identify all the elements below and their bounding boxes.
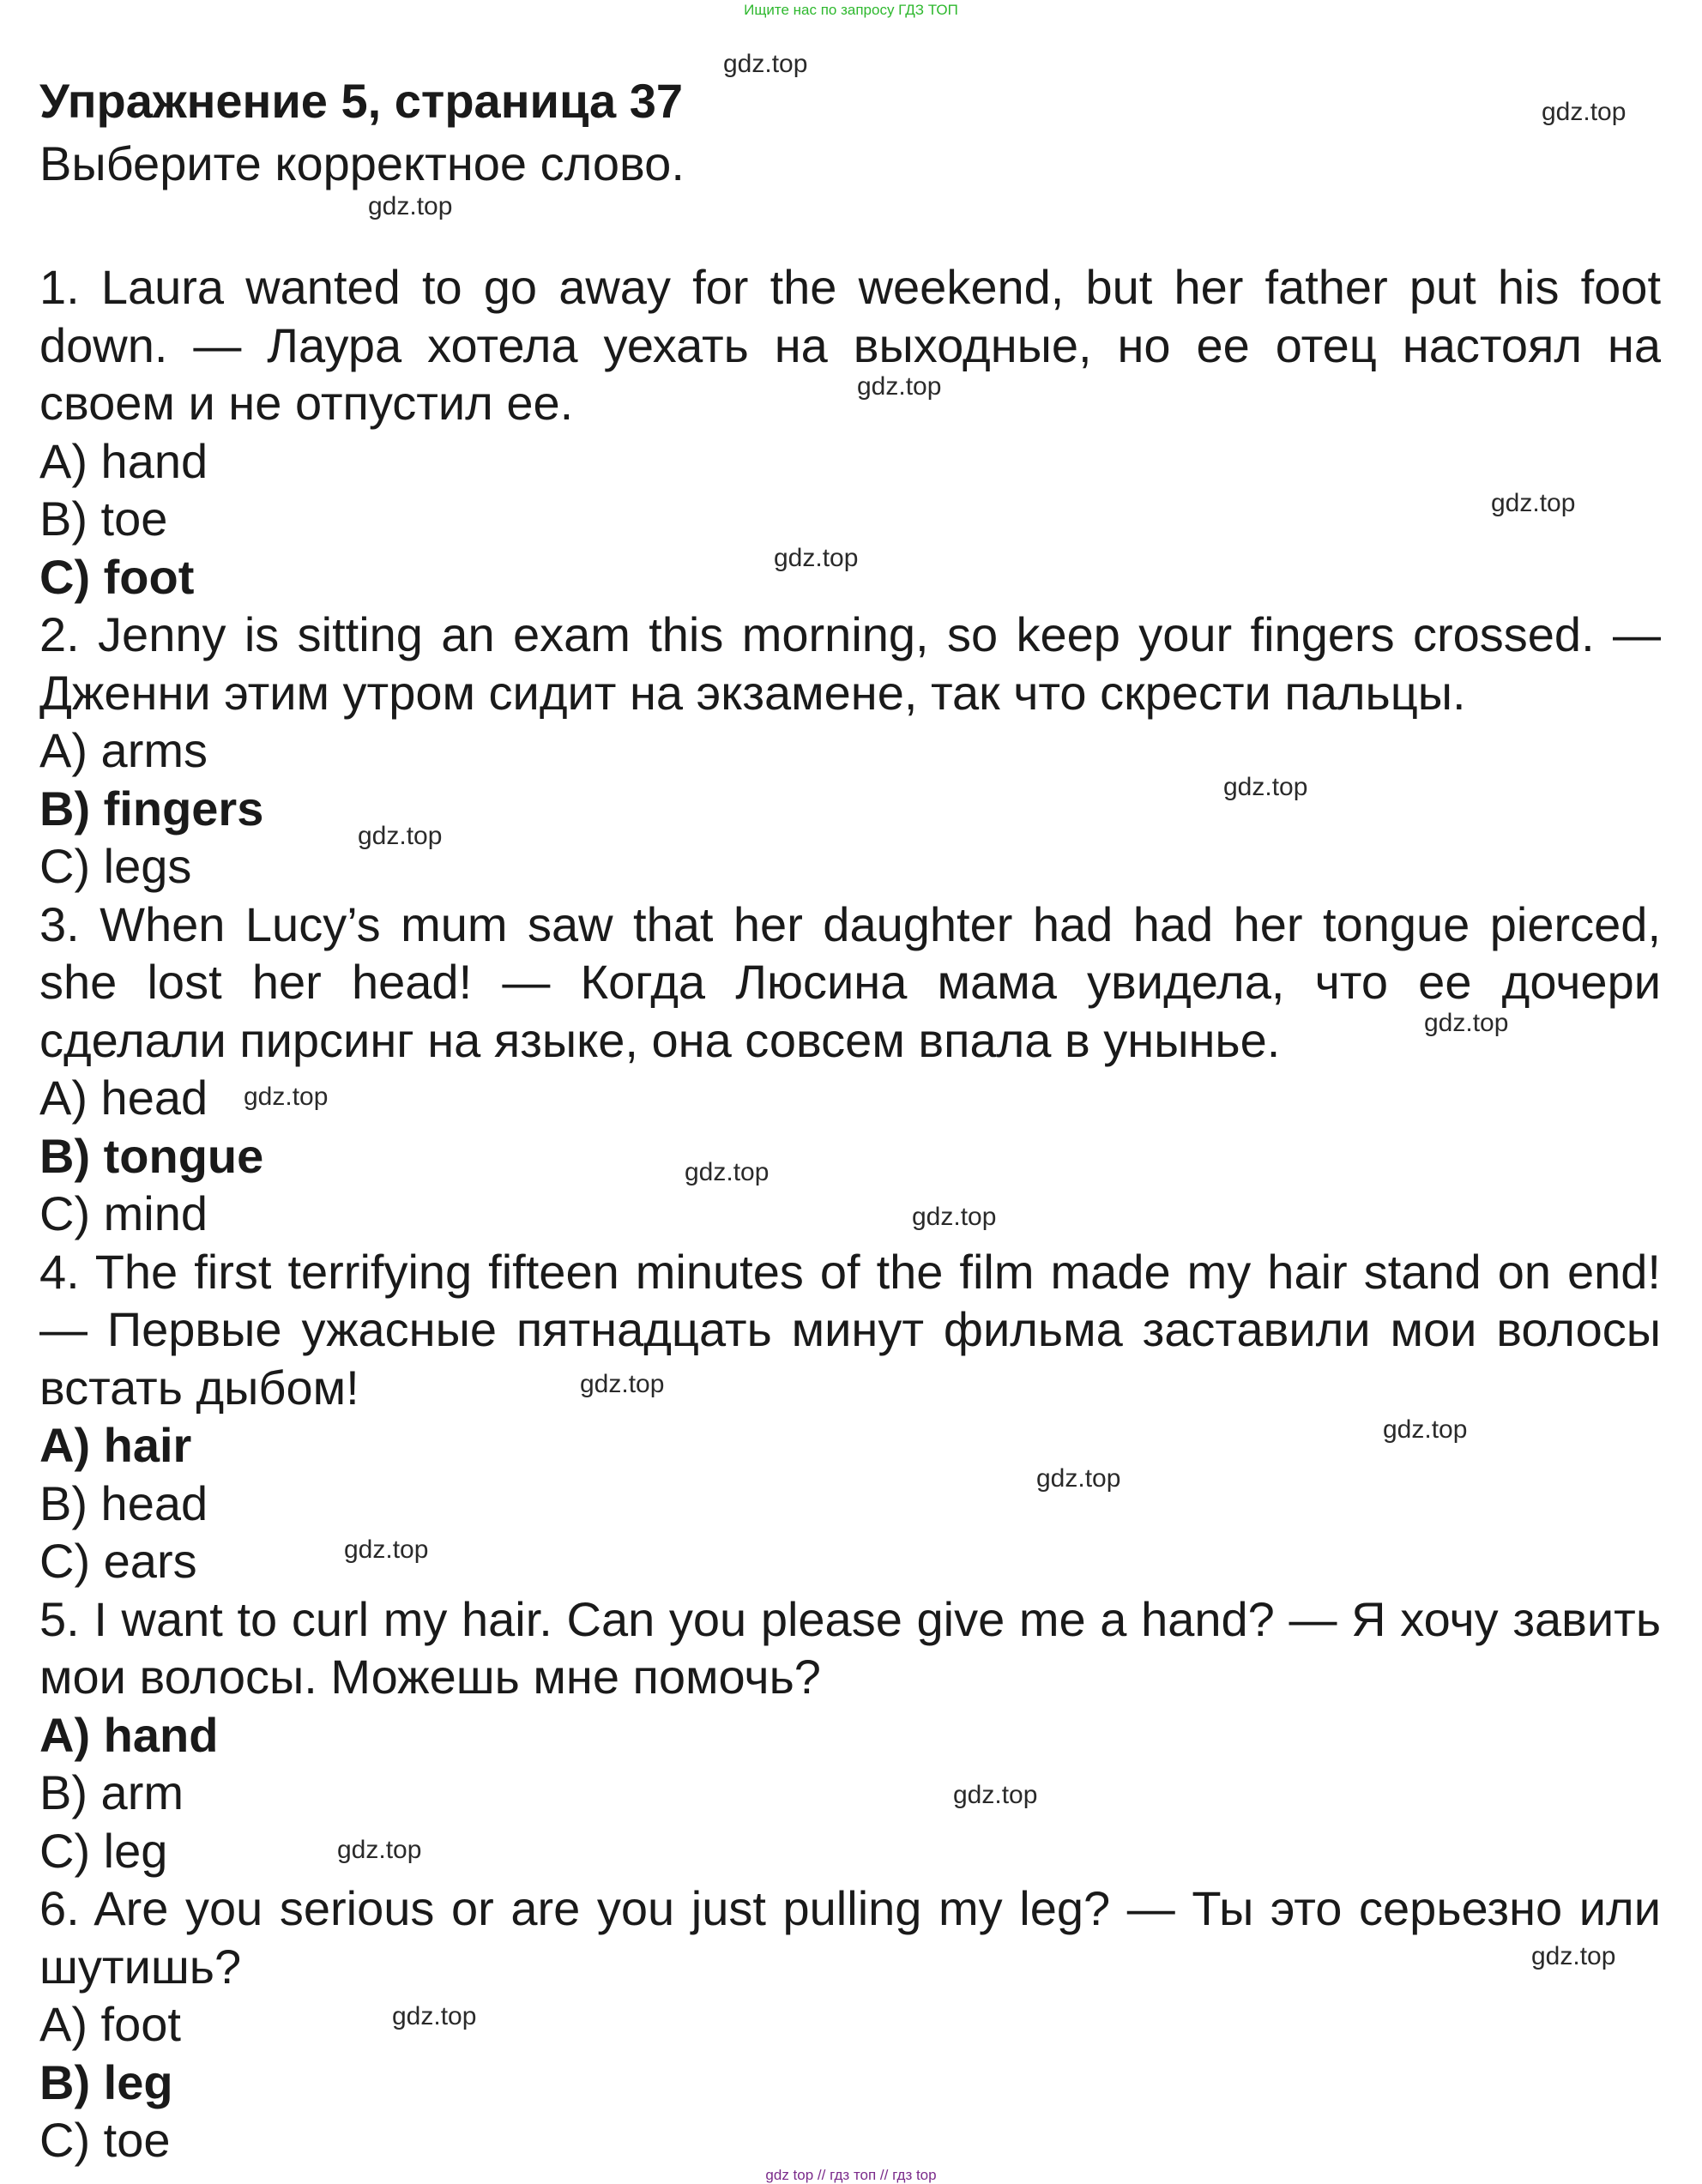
watermark: gdz.top: [1424, 1009, 1509, 1037]
question-text: 5. I want to curl my hair. Can you please give me a hand? — Я хочу завить мои волосы. Можешь мне помочь?: [39, 1591, 1661, 1704]
answer-option: C) legs: [39, 839, 192, 893]
watermark: gdz.top: [392, 2002, 477, 2030]
exercise-instruction: Выберите корректное слово.: [39, 136, 685, 190]
question-block: [39, 896, 1661, 1243]
answer-option: B) toe: [39, 492, 168, 546]
bottom-banner: gdz top // гдз топ // гдз top: [765, 2167, 937, 2183]
answer-option: A) hand: [39, 433, 208, 488]
answer-option: B) head: [39, 1475, 208, 1530]
top-banner: Ищите нас по запросу ГДЗ ТОП: [744, 2, 958, 18]
exercise-content: [39, 67, 1661, 2169]
answer-option-correct: B) fingers: [39, 781, 264, 836]
answer-option: C) toe: [39, 2113, 171, 2167]
watermark: gdz.top: [685, 1158, 770, 1186]
watermark: gdz.top: [358, 822, 443, 850]
question-block: [39, 1879, 1661, 2169]
answer-option: A) head: [39, 1071, 208, 1125]
answer-option: C) mind: [39, 1186, 208, 1240]
watermark: gdz.top: [1223, 773, 1308, 801]
watermark: gdz.top: [1542, 98, 1627, 126]
answer-option: A) foot: [39, 1997, 181, 2051]
watermark: gdz.top: [953, 1781, 1038, 1809]
question-block: [39, 1590, 1661, 1880]
watermark: gdz.top: [774, 544, 859, 572]
watermark: gdz.top: [1491, 489, 1576, 517]
question-text: 3. When Lucy’s mum saw that her daughter had had her tongue pierced, she lost her head! — Когда Люсина мама увидела, что ее дочери сделали пирсинг на языке, она совсем впала в уныньe.: [39, 896, 1661, 1067]
answer-option: A) arms: [39, 723, 208, 777]
watermark: gdz.top: [368, 192, 453, 220]
exercise-title: Упражнение 5, страница 37: [39, 74, 684, 128]
watermark: gdz.top: [723, 50, 808, 78]
question-text: 2. Jenny is sitting an exam this morning, so keep your fingers crossed. — Дженни этим утром сидит на экзамене, так что скрести пальцы.: [39, 607, 1661, 720]
watermark: gdz.top: [1531, 1942, 1616, 1970]
answer-option-correct: B) tongue: [39, 1128, 264, 1183]
answer-option: C) ears: [39, 1534, 197, 1588]
watermark: gdz.top: [1383, 1415, 1468, 1444]
watermark: gdz.top: [580, 1370, 665, 1398]
watermark: gdz.top: [244, 1083, 329, 1111]
answer-option-correct: C) foot: [39, 549, 195, 604]
answer-option-correct: A) hair: [39, 1418, 192, 1472]
question-text: 1. Laura wanted to go away for the weekend, but her father put his foot down. — Лаура хотела уехать на выходные, но ее отец настоял на своем и не отпустил ее.: [39, 260, 1661, 430]
watermark: gdz.top: [912, 1203, 997, 1231]
question-text: 6. Are you serious or are you just pulling my leg? — Ты это серьезно или шутишь?: [39, 1881, 1661, 1994]
answer-option-correct: A) hand: [39, 1707, 219, 1762]
watermark: gdz.top: [857, 372, 942, 401]
watermark: gdz.top: [1036, 1464, 1121, 1493]
watermark: gdz.top: [337, 1836, 422, 1864]
watermark: gdz.top: [344, 1535, 429, 1564]
question-text: 4. The first terrifying fifteen minutes of the film made my hair stand on end! — Первые ужасные пятнадцать минут фильма заставили мои волосы встать дыбом!: [39, 1244, 1661, 1415]
answer-option-correct: B) leg: [39, 2054, 173, 2109]
question-block: [39, 606, 1661, 896]
answer-option: C) leg: [39, 1823, 168, 1878]
answer-option: B) arm: [39, 1765, 184, 1819]
